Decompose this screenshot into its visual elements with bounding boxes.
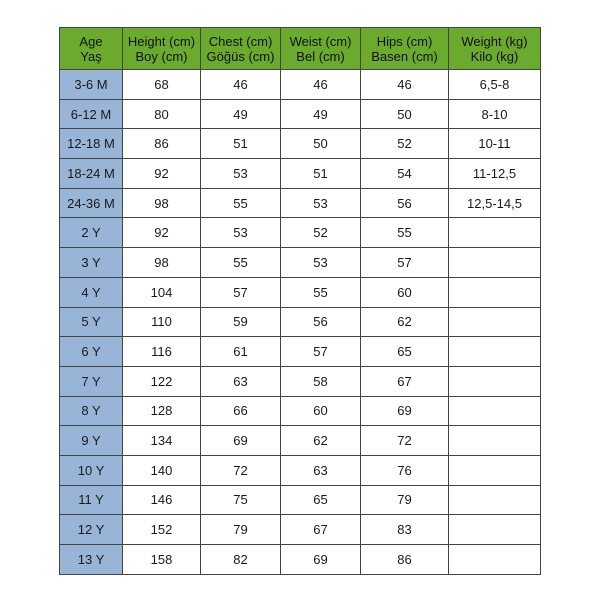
table-row bbox=[60, 277, 541, 307]
hips-cell: 52 bbox=[361, 129, 449, 159]
waist-cell: 49 bbox=[281, 99, 361, 129]
weight-cell bbox=[449, 545, 541, 575]
column-header-hips bbox=[361, 28, 449, 70]
column-header-waist-en: Weist (cm) bbox=[289, 33, 352, 49]
age-cell: 5 Y bbox=[60, 307, 123, 337]
chest-cell: 55 bbox=[201, 248, 281, 278]
chest-cell: 53 bbox=[201, 218, 281, 248]
column-header-weight-en: Weight (kg) bbox=[461, 33, 528, 49]
column-header-height bbox=[123, 28, 201, 70]
chest-cell: 53 bbox=[201, 159, 281, 189]
waist-cell: 56 bbox=[281, 307, 361, 337]
height-cell: 122 bbox=[123, 366, 201, 396]
weight-cell bbox=[449, 515, 541, 545]
hips-cell: 83 bbox=[361, 515, 449, 545]
weight-cell bbox=[449, 426, 541, 456]
hips-cell: 79 bbox=[361, 485, 449, 515]
height-cell: 140 bbox=[123, 455, 201, 485]
hips-cell: 76 bbox=[361, 455, 449, 485]
height-cell: 80 bbox=[123, 99, 201, 129]
table-row bbox=[60, 70, 541, 100]
chest-cell: 79 bbox=[201, 515, 281, 545]
height-cell: 92 bbox=[123, 218, 201, 248]
table-row bbox=[60, 99, 541, 129]
age-cell: 9 Y bbox=[60, 426, 123, 456]
height-cell: 158 bbox=[123, 545, 201, 575]
chest-cell: 51 bbox=[201, 129, 281, 159]
hips-cell: 54 bbox=[361, 159, 449, 189]
weight-cell bbox=[449, 485, 541, 515]
column-header-weight bbox=[449, 28, 541, 70]
chest-cell: 69 bbox=[201, 426, 281, 456]
column-header-hips-tr: Basen (cm) bbox=[371, 48, 438, 64]
hips-cell: 57 bbox=[361, 248, 449, 278]
age-cell: 18-24 M bbox=[60, 159, 123, 189]
hips-cell: 56 bbox=[361, 188, 449, 218]
column-header-chest-en: Chest (cm) bbox=[208, 33, 273, 49]
column-header-weight-tr: Kilo (kg) bbox=[470, 48, 519, 64]
chest-cell: 72 bbox=[201, 455, 281, 485]
weight-cell bbox=[449, 248, 541, 278]
hips-cell: 60 bbox=[361, 277, 449, 307]
waist-cell: 51 bbox=[281, 159, 361, 189]
header-row bbox=[60, 28, 541, 70]
chest-cell: 59 bbox=[201, 307, 281, 337]
age-cell: 10 Y bbox=[60, 455, 123, 485]
column-header-hips-en: Hips (cm) bbox=[376, 33, 433, 49]
height-cell: 116 bbox=[123, 337, 201, 367]
column-header-height-tr: Boy (cm) bbox=[135, 48, 188, 64]
table-row bbox=[60, 248, 541, 278]
column-header-age-tr: Yaş bbox=[80, 48, 102, 64]
age-cell: 3 Y bbox=[60, 248, 123, 278]
weight-cell: 8-10 bbox=[449, 99, 541, 129]
height-cell: 86 bbox=[123, 129, 201, 159]
height-cell: 152 bbox=[123, 515, 201, 545]
hips-cell: 55 bbox=[361, 218, 449, 248]
age-cell: 24-36 M bbox=[60, 188, 123, 218]
hips-cell: 50 bbox=[361, 99, 449, 129]
waist-cell: 53 bbox=[281, 248, 361, 278]
column-header-waist-tr: Bel (cm) bbox=[296, 48, 345, 64]
column-header-chest bbox=[201, 28, 281, 70]
height-cell: 134 bbox=[123, 426, 201, 456]
age-cell: 12-18 M bbox=[60, 129, 123, 159]
hips-cell: 65 bbox=[361, 337, 449, 367]
waist-cell: 55 bbox=[281, 277, 361, 307]
table-row bbox=[60, 366, 541, 396]
hips-cell: 46 bbox=[361, 70, 449, 100]
waist-cell: 65 bbox=[281, 485, 361, 515]
chest-cell: 46 bbox=[201, 70, 281, 100]
age-cell: 2 Y bbox=[60, 218, 123, 248]
age-cell: 13 Y bbox=[60, 545, 123, 575]
weight-cell bbox=[449, 337, 541, 367]
waist-cell: 67 bbox=[281, 515, 361, 545]
table-row bbox=[60, 455, 541, 485]
table-row bbox=[60, 515, 541, 545]
waist-cell: 53 bbox=[281, 188, 361, 218]
column-header-age-en: Age bbox=[79, 33, 103, 49]
waist-cell: 46 bbox=[281, 70, 361, 100]
waist-cell: 69 bbox=[281, 545, 361, 575]
table-row bbox=[60, 218, 541, 248]
table-row bbox=[60, 337, 541, 367]
table-row bbox=[60, 159, 541, 189]
height-cell: 98 bbox=[123, 248, 201, 278]
waist-cell: 62 bbox=[281, 426, 361, 456]
weight-cell bbox=[449, 396, 541, 426]
weight-cell bbox=[449, 455, 541, 485]
hips-cell: 86 bbox=[361, 545, 449, 575]
hips-cell: 62 bbox=[361, 307, 449, 337]
height-cell: 128 bbox=[123, 396, 201, 426]
height-cell: 146 bbox=[123, 485, 201, 515]
waist-cell: 57 bbox=[281, 337, 361, 367]
age-cell: 7 Y bbox=[60, 366, 123, 396]
chest-cell: 82 bbox=[201, 545, 281, 575]
chest-cell: 66 bbox=[201, 396, 281, 426]
chest-cell: 49 bbox=[201, 99, 281, 129]
hips-cell: 67 bbox=[361, 366, 449, 396]
table-body bbox=[60, 70, 541, 575]
weight-cell bbox=[449, 218, 541, 248]
waist-cell: 50 bbox=[281, 129, 361, 159]
height-cell: 68 bbox=[123, 70, 201, 100]
table-row bbox=[60, 545, 541, 575]
age-cell: 8 Y bbox=[60, 396, 123, 426]
chest-cell: 63 bbox=[201, 366, 281, 396]
height-cell: 104 bbox=[123, 277, 201, 307]
waist-cell: 60 bbox=[281, 396, 361, 426]
waist-cell: 58 bbox=[281, 366, 361, 396]
age-cell: 3-6 M bbox=[60, 70, 123, 100]
chest-cell: 75 bbox=[201, 485, 281, 515]
age-cell: 12 Y bbox=[60, 515, 123, 545]
weight-cell: 12,5-14,5 bbox=[449, 188, 541, 218]
weight-cell: 11-12,5 bbox=[449, 159, 541, 189]
column-header-chest-tr: Göğüs (cm) bbox=[206, 48, 275, 64]
table-row bbox=[60, 396, 541, 426]
age-cell: 11 Y bbox=[60, 485, 123, 515]
hips-cell: 69 bbox=[361, 396, 449, 426]
weight-cell bbox=[449, 307, 541, 337]
age-cell: 4 Y bbox=[60, 277, 123, 307]
column-header-waist bbox=[281, 28, 361, 70]
size-chart-table bbox=[59, 27, 541, 575]
weight-cell bbox=[449, 366, 541, 396]
table-row bbox=[60, 485, 541, 515]
table-row bbox=[60, 129, 541, 159]
table-row bbox=[60, 307, 541, 337]
height-cell: 92 bbox=[123, 159, 201, 189]
age-cell: 6-12 M bbox=[60, 99, 123, 129]
waist-cell: 63 bbox=[281, 455, 361, 485]
table-row bbox=[60, 188, 541, 218]
table-header bbox=[60, 28, 541, 70]
chest-cell: 61 bbox=[201, 337, 281, 367]
chest-cell: 57 bbox=[201, 277, 281, 307]
height-cell: 98 bbox=[123, 188, 201, 218]
weight-cell bbox=[449, 277, 541, 307]
age-cell: 6 Y bbox=[60, 337, 123, 367]
chest-cell: 55 bbox=[201, 188, 281, 218]
weight-cell: 10-11 bbox=[449, 129, 541, 159]
column-header-age bbox=[60, 28, 123, 70]
height-cell: 110 bbox=[123, 307, 201, 337]
table-row bbox=[60, 426, 541, 456]
weight-cell: 6,5-8 bbox=[449, 70, 541, 100]
column-header-height-en: Height (cm) bbox=[127, 33, 196, 49]
waist-cell: 52 bbox=[281, 218, 361, 248]
hips-cell: 72 bbox=[361, 426, 449, 456]
